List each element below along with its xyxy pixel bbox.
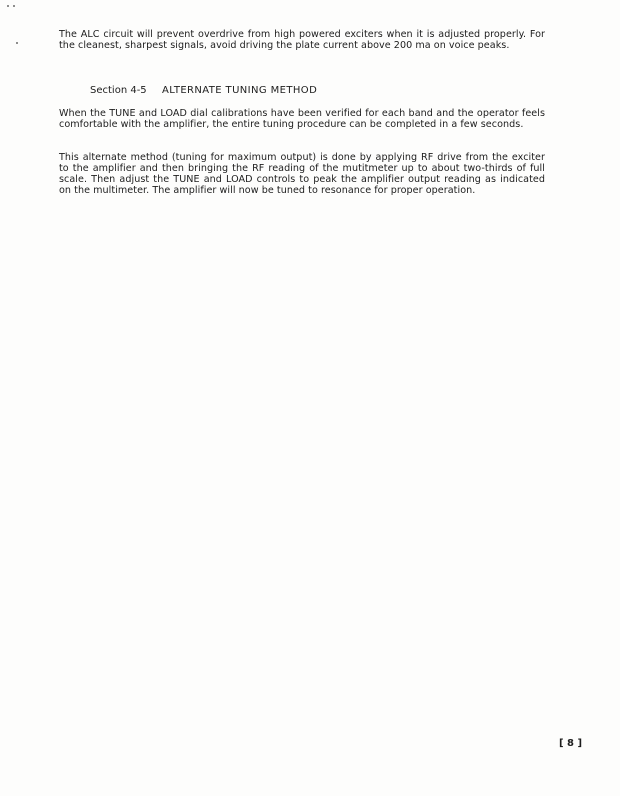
- paragraph-alc-circuit: The ALC circuit will prevent overdrive from high powered exciters when it is adjusted properly. For the cleanest, sharpest signals, avoid driving the plate current above 200 ma on voice peaks.: [59, 29, 545, 51]
- page-number: [ 8 ]: [559, 738, 583, 749]
- section-title: ALTERNATE TUNING METHOD: [162, 85, 318, 96]
- scan-speck: [13, 5, 15, 7]
- scan-speck: [16, 42, 18, 44]
- paragraph-alternate-method: This alternate method (tuning for maximum output) is done by applying RF drive from the exciter to the amplifier and then bringing the RF reading of the mutitmeter up to about two-thirds of full scale. Then adjust the TUNE and LOAD controls to peak the amplifier output reading as indicated on the multimeter. The amplifier will now be tuned to resonance for proper operation.: [59, 152, 545, 196]
- section-number: Section 4-5: [90, 85, 147, 96]
- section-heading: [90, 85, 317, 97]
- scan-speck: [7, 5, 9, 7]
- paragraph-tuning-intro: When the TUNE and LOAD dial calibrations have been verified for each band and the operator feels comfortable with the amplifier, the entire tuning procedure can be completed in a few seconds.: [59, 108, 545, 130]
